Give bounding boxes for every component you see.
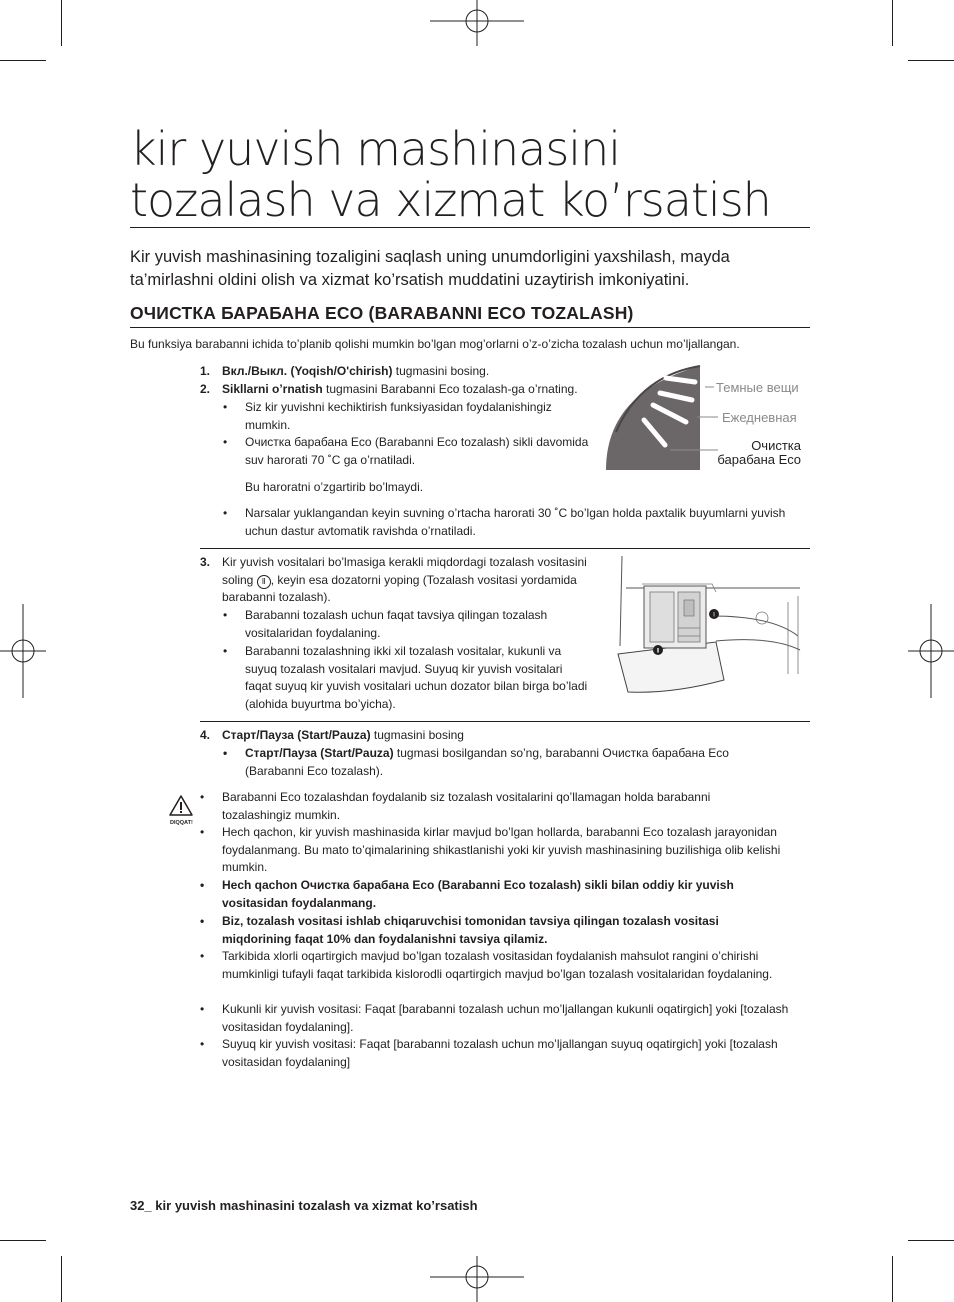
section-description: Bu funksiya barabanni ichida to’planib qolishi mumkin bo’lgan mog’orlarni o’z-o’zicha tozalash uchun mo’ljallangan.	[130, 337, 740, 351]
dial-label-eco-drum-clean-line1: Очистка	[751, 438, 801, 453]
list-item-text	[245, 745, 780, 780]
dial-label-dark: Темные вещи	[716, 380, 799, 395]
warning-caption: DIQQAT!	[170, 820, 193, 826]
crop-mark	[61, 0, 62, 46]
section-rule	[130, 327, 810, 328]
compartment-1-mark: Ⅰ	[713, 611, 715, 619]
crop-mark	[892, 0, 893, 46]
button-name: Вкл./Выкл. (Yoqish/O'chirish)	[222, 364, 393, 378]
warning-item-text: Hech qachon Очистка барабана Eco (Barabanni Eco tozalash) sikli bilan oddiy kir yuvish vositasidan foydalanmang.	[222, 878, 734, 910]
crop-mark	[0, 60, 46, 61]
bullet: •	[200, 825, 205, 839]
list-item-text: Siz kir yuvishni kechiktirish funksiyasidan foydalanishingiz mumkin.	[245, 400, 552, 432]
step-text-part: , keyin esa dozatorni yoping (Tozalash vositasi yordamida barabanni tozalash).	[222, 572, 577, 604]
crop-mark	[61, 1256, 62, 1302]
bullet: •	[223, 746, 228, 760]
bullet: •	[223, 506, 228, 520]
step-text	[222, 363, 602, 381]
detergent-dispenser-illustration	[612, 556, 802, 696]
bullet: •	[200, 878, 205, 892]
button-name: Sikllarni o’rnatish	[222, 382, 323, 396]
bullet: •	[223, 400, 228, 414]
list-item-text: Barabanni tozalash uchun faqat tavsiya qilingan tozalash vositalaridan foydalaning.	[245, 608, 548, 640]
page-title: kir yuvish mashinasini tozalash va xizmat ko’rsatish	[130, 122, 771, 227]
step-text	[222, 727, 782, 745]
title-rule	[130, 227, 810, 228]
warning-item-text: Suyuq kir yuvish vositasi: Faqat [barabanni tozalash uchun mo’ljallangan suyuq oqatirgich] yoki [tozalash vositasidan foydalaning]	[222, 1037, 778, 1069]
step-number: 3.	[200, 555, 211, 569]
step-text-rest: tugmasini bosing	[370, 728, 464, 742]
step-text	[222, 554, 590, 607]
step-number: 4.	[200, 728, 211, 742]
bullet: •	[223, 435, 228, 449]
warning-item-text: Kukunli kir yuvish vositasi: Faqat [barabanni tozalash uchun mo’ljallangan kukunli oqatirgich] yoki [tozalash vositasidan foydalaning].	[222, 1002, 789, 1034]
dial-label-daily: Ежедневная	[722, 410, 797, 425]
list-item-text: Очистка барабана Eco (Barabanni Eco tozalash) sikli davomida suv harorati 70 ˚C ga o’rnatiladi.	[245, 435, 589, 467]
step-text	[222, 381, 612, 399]
crop-mark	[892, 1256, 893, 1302]
list-item-text-rest: tugmasi bosilgandan so’ng, barabanni Очистка барабана Eco (Barabanni Eco tozalash).	[245, 746, 729, 778]
bullet: •	[200, 914, 205, 928]
step-text-part: Kir yuvish vositalari bo’lmasiga kerakli miqdordagi tozalash vositasini soling	[222, 555, 587, 587]
page-footer: 32_ kir yuvish mashinasini tozalash va xizmat ko’rsatish	[130, 1198, 478, 1213]
bullet: •	[200, 949, 205, 963]
crop-mark	[908, 60, 954, 61]
list-item-text: Narsalar yuklangandan keyin suvning o’rtacha harorati 30 ˚C bo’lgan holda paxtalik buyumlarni yuvish uchun dastur avtomatik ravishda o’rnatiladi.	[245, 506, 786, 538]
section-title: ОЧИСТКА БАРАБАНА ECO (BARABANNI ECO TOZALASH)	[130, 303, 634, 323]
warning-item-text: Barabanni Eco tozalashdan foydalanib siz tozalash vositalarini qo’llamagan holda barabanni tozalashingiz mumkin.	[222, 790, 711, 822]
warning-icon	[168, 794, 194, 818]
registration-mark-bottom	[430, 1256, 524, 1302]
step-number: 2.	[200, 382, 211, 396]
crop-mark	[908, 1240, 954, 1241]
warning-item-text: Tarkibida xlorli oqartirgich mavjud bo’lgan tozalash vositasidan foydalanish mahsulot rangini o’chirishi mumkinligi tufayli faqat tarkibida kislorodli oqartirgich mavjud bo’lgan tozalash vositalaridan foydalaning.	[222, 949, 773, 981]
compartment-symbol: Ⅱ	[257, 575, 271, 589]
bullet: •	[200, 790, 205, 804]
list-item-text: Barabanni tozalashning ikki xil tozalash vositalar, kukunli va suyuq tozalash vositalari mavjud. Suyuq kir yuvish vositalari faqat suyuq kir yuvish vositalari uchun dozator bilan birga bo’ladi (alohida buyurtma bo’yicha).	[245, 644, 588, 711]
button-name: Старт/Пауза (Start/Pauza)	[245, 746, 394, 760]
step-number: 1.	[200, 364, 211, 378]
dial-label-eco-drum-clean-line2: барабана Eco	[717, 452, 801, 467]
registration-mark-top	[430, 0, 524, 46]
crop-mark	[0, 1240, 46, 1241]
bullet: •	[200, 1037, 205, 1051]
bullet: •	[200, 1002, 205, 1016]
divider	[200, 548, 810, 549]
registration-mark-right	[908, 604, 954, 698]
divider	[200, 721, 810, 722]
intro-text: Kir yuvish mashinasining tozaligini saqlash uning unumdorligini yaxshilash, mayda ta’mirlashni oldini olish va xizmat ko’rsatish muddatini uzaytirish imkoniyatini.	[130, 248, 730, 289]
bullet: •	[223, 608, 228, 622]
note-text: Bu haroratni o’zgartirib bo’lmaydi.	[245, 480, 424, 494]
bullet: •	[223, 644, 228, 658]
compartment-2-mark: Ⅱ	[656, 647, 660, 655]
step-text-rest: tugmasini Barabanni Eco tozalash-ga o’rnating.	[322, 382, 578, 396]
warning-item-text: Biz, tozalash vositasi ishlab chiqaruvchisi tomonidan tavsiya qilingan tozalash vositasi miqdorining faqat 10% dan foydalanishni tavsiya qilamiz.	[222, 914, 719, 946]
registration-mark-left	[0, 604, 46, 698]
button-name: Старт/Пауза (Start/Pauza)	[222, 728, 371, 742]
warning-item-text: Hech qachon, kir yuvish mashinasida kirlar mavjud bo’lgan hollarda, barabanni Eco tozalash jarayonidan foydalanmang. Bu mato to’qimalarining shikastlanishi yoki kir yuvish mashinasining buzilishiga olib kelishi mumkin.	[222, 825, 781, 874]
step-text-rest: tugmasini bosing.	[392, 364, 490, 378]
